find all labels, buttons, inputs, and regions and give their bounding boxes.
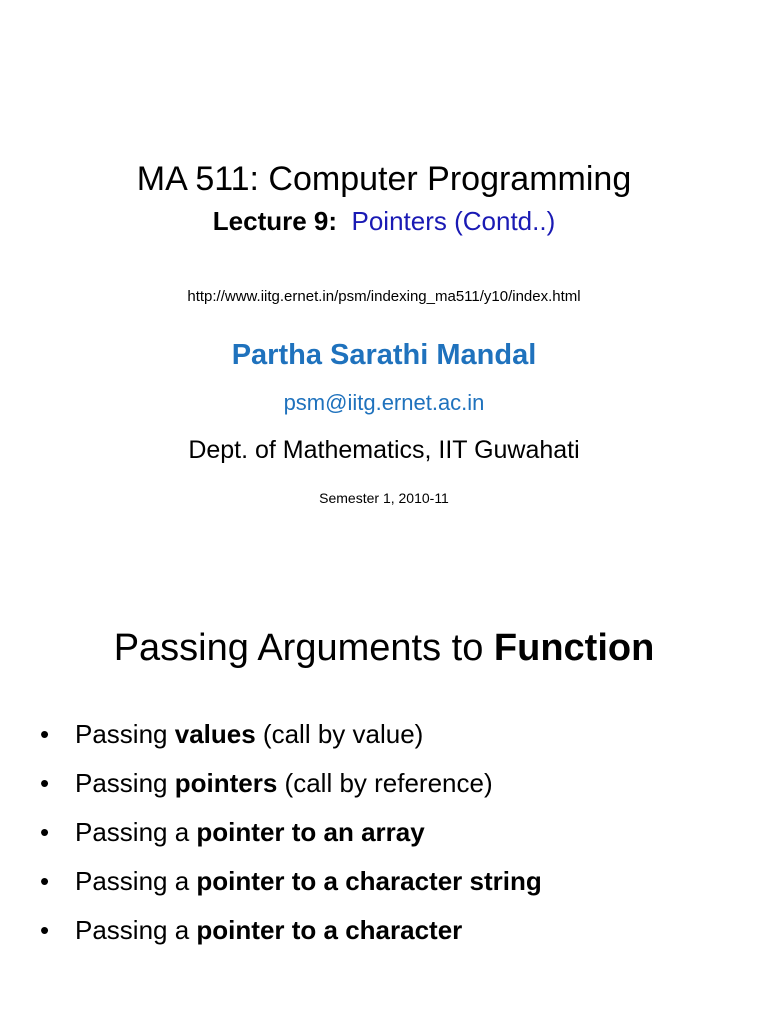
bullet-list <box>40 710 542 955</box>
lecture-line <box>0 201 768 241</box>
department: Dept. of Mathematics, IIT Guwahati <box>188 436 580 464</box>
course-title: MA 511: Computer Programming <box>136 160 632 198</box>
list-item <box>40 710 542 759</box>
bullet-icon: • <box>40 915 50 945</box>
lecture-topic: Pointers (Contd..) <box>351 206 556 236</box>
bullet-suffix: (call by reference) <box>284 768 493 798</box>
bullet-prefix: Passing a <box>75 866 190 896</box>
bullet-icon: • <box>40 768 50 798</box>
list-item <box>40 906 542 955</box>
bullet-prefix: Passing <box>75 719 168 749</box>
lecture-label: Lecture 9: <box>212 206 338 236</box>
bullet-bold: pointer to a character <box>196 915 463 945</box>
semester: Semester 1, 2010-11 <box>319 490 449 506</box>
list-item <box>40 857 542 906</box>
author-email: psm@iitg.ernet.ac.in <box>283 390 485 415</box>
heading-bold: Function <box>493 627 655 669</box>
content-slide <box>0 580 768 1024</box>
bullet-prefix: Passing a <box>75 817 190 847</box>
slide-heading <box>0 620 768 676</box>
bullet-icon: • <box>40 817 50 847</box>
bullet-prefix: Passing <box>75 768 168 798</box>
course-url: http://www.iitg.ernet.in/psm/indexing_ma511/y10/index.html <box>187 288 581 305</box>
list-item <box>40 759 542 808</box>
bullet-icon: • <box>40 719 50 749</box>
bullet-bold: pointers <box>174 768 278 798</box>
bullet-bold: pointer to an array <box>196 817 425 847</box>
bullet-bold: pointer to a character string <box>196 866 542 896</box>
bullet-prefix: Passing a <box>75 915 190 945</box>
list-item <box>40 808 542 857</box>
heading-plain: Passing Arguments to <box>113 627 484 669</box>
bullet-icon: • <box>40 866 50 896</box>
bullet-suffix: (call by value) <box>262 719 424 749</box>
bullet-bold: values <box>174 719 256 749</box>
author-name: Partha Sarathi Mandal <box>231 339 537 371</box>
